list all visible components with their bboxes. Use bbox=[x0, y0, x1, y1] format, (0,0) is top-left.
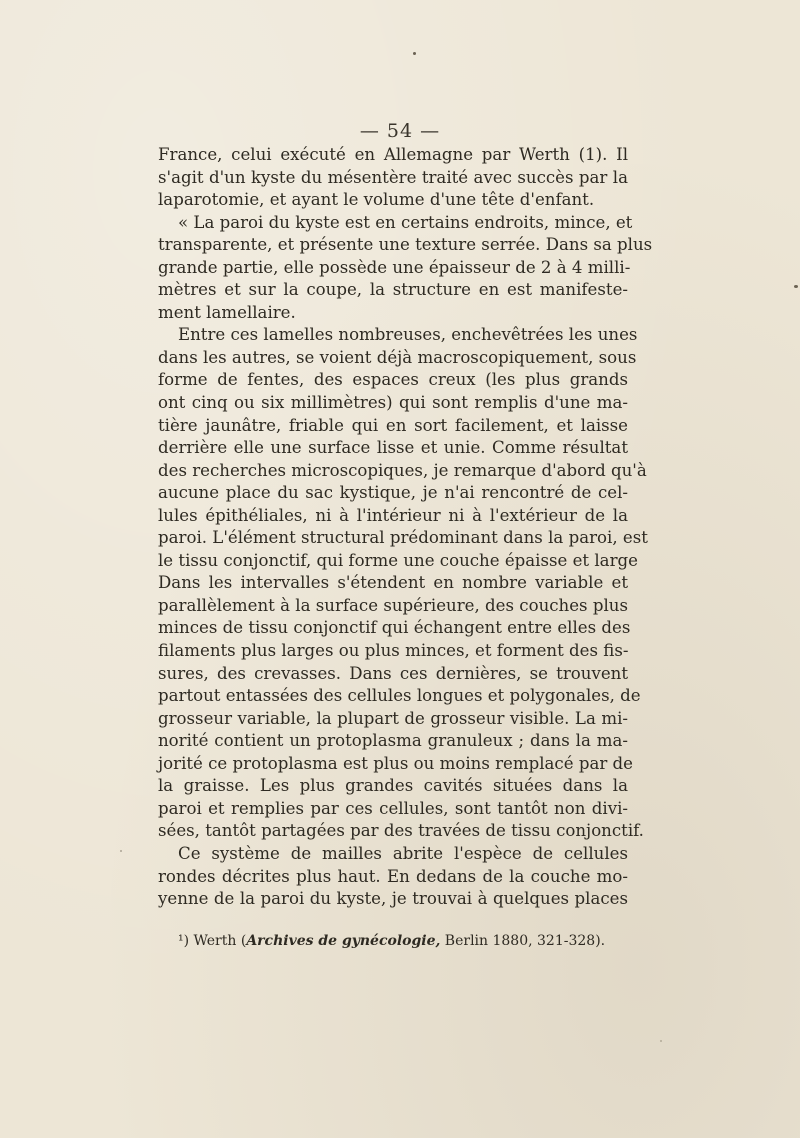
text-line: la graisse. Les plus grandes cavités situées dans la bbox=[158, 776, 628, 796]
paper-speck bbox=[794, 285, 798, 288]
footnote-suffix: Berlin 1880, 321-328). bbox=[440, 933, 606, 949]
text-line: filaments plus larges ou plus minces, et forment des fis- bbox=[158, 641, 629, 661]
text-line: dans les autres, se voient déjà macroscopiquement, sous bbox=[158, 347, 637, 367]
text-line: norité contient un protoplasma granuleux ; dans la ma- bbox=[158, 731, 628, 751]
text-line: laparotomie, et ayant le volume d'une tête d'enfant. bbox=[158, 190, 595, 210]
text-line: mètres et sur la coupe, la structure en est manifeste- bbox=[158, 280, 628, 300]
text-line: sées, tantôt partagées par des travées de tissu conjonctif. bbox=[158, 821, 644, 841]
text-line: ment lamellaire. bbox=[158, 302, 296, 322]
text-line: tière jaunâtre, friable qui en sort facilement, et laisse bbox=[158, 415, 628, 435]
text-line: Ce système de mailles abrite l'espèce de cellules bbox=[178, 843, 628, 863]
text-line: jorité ce protoplasma est plus ou moins remplacé par de bbox=[158, 753, 633, 773]
text-line: lules épithéliales, ni à l'intérieur ni à l'extérieur de la bbox=[158, 505, 628, 525]
page-number: — 54 — bbox=[359, 120, 441, 142]
text-line: Dans les intervalles s'étendent en nombre variable et bbox=[158, 573, 628, 593]
text-line: transparente, et présente une texture serrée. Dans sa plus bbox=[158, 235, 653, 255]
text-line: France, celui exécuté en Allemagne par Werth (1). Il bbox=[158, 145, 628, 164]
text-line: forme de fentes, des espaces creux (les plus grands bbox=[158, 370, 628, 390]
paper-speck bbox=[413, 52, 416, 55]
text-line: sures, des crevasses. Dans ces dernières, se trouvent bbox=[158, 663, 628, 683]
text-line: derrière elle une surface lisse et unie. Comme résultat bbox=[158, 438, 628, 458]
text-line: Entre ces lamelles nombreuses, enchevêtrées les unes bbox=[178, 325, 638, 345]
footnote-journal: Archives de gynécologie, bbox=[246, 933, 441, 949]
footnote-prefix: ¹) Werth ( bbox=[178, 933, 247, 949]
text-line: aucune place du sac kystique, je n'ai rencontré de cel- bbox=[158, 483, 628, 503]
body-text bbox=[158, 144, 653, 911]
text-line: paroi. L'élément structural prédominant dans la paroi, est bbox=[158, 528, 648, 548]
text-line: grande partie, elle possède une épaisseur de 2 à 4 milli- bbox=[158, 257, 631, 277]
text-line: partout entassées des cellules longues et polygonales, de bbox=[158, 686, 641, 706]
text-line: grosseur variable, la plupart de grosseur visible. La mi- bbox=[158, 708, 628, 728]
paper-speck bbox=[120, 850, 122, 852]
text-line: paroi et remplies par ces cellules, sont tantôt non divi- bbox=[158, 798, 628, 818]
text-line: s'agit d'un kyste du mésentère traité avec succès par la bbox=[158, 167, 628, 187]
text-line: ont cinq ou six millimètres) qui sont remplis d'une ma- bbox=[158, 393, 628, 413]
footnote bbox=[178, 933, 605, 949]
text-line: yenne de la paroi du kyste, je trouvai à quelques places bbox=[158, 889, 628, 909]
text-line: minces de tissu conjonctif qui échangent entre elles des bbox=[158, 618, 631, 638]
text-line: parallèlement à la surface supérieure, des couches plus bbox=[158, 595, 628, 615]
text-line: des recherches microscopiques, je remarque d'abord qu'à bbox=[158, 460, 647, 480]
text-line: « La paroi du kyste est en certains endroits, mince, et bbox=[178, 212, 633, 232]
text-line: le tissu conjonctif, qui forme une couche épaisse et large bbox=[158, 550, 638, 570]
text-line: rondes décrites plus haut. En dedans de la couche mo- bbox=[158, 866, 628, 886]
paper-speck bbox=[660, 1040, 662, 1042]
